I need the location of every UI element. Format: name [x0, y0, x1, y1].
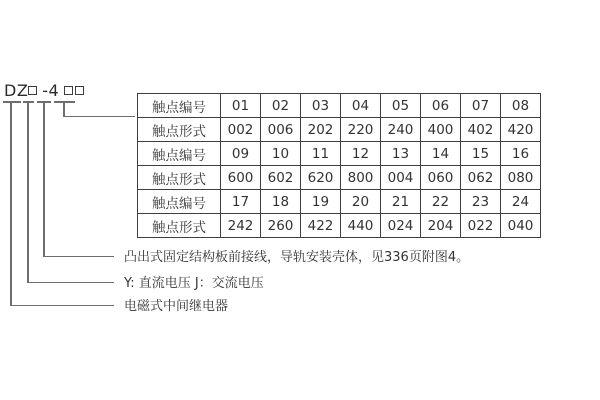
row-label: 触点形式 [138, 166, 221, 190]
placeholder-square-icon [28, 86, 37, 95]
table-cell: 16 [501, 142, 541, 166]
table-row [138, 142, 541, 166]
table-cell: 800 [341, 166, 381, 190]
relay-note: 电磁式中间继电器 [124, 299, 229, 314]
table-cell: 20 [341, 190, 381, 214]
table-cell: 400 [421, 118, 461, 142]
leader-hline-relay [10, 305, 114, 307]
underline-mark-contact-boxes [54, 101, 75, 103]
table-cell: 204 [421, 214, 461, 238]
leader-vline-relay [10, 101, 12, 306]
row-label: 触点编号 [138, 94, 221, 118]
table-cell: 022 [461, 214, 501, 238]
table-cell: 19 [301, 190, 341, 214]
table-cell: 080 [501, 166, 541, 190]
table-cell: 11 [301, 142, 341, 166]
table-cell: 23 [461, 190, 501, 214]
table-cell: 05 [381, 94, 421, 118]
voltage-note: Y: 直流电压 J：交流电压 [124, 276, 264, 291]
table-row [138, 190, 541, 214]
table-cell: 04 [341, 94, 381, 118]
table-cell: 02 [261, 94, 301, 118]
placeholder-square-icon [75, 86, 84, 95]
table-cell: 07 [461, 94, 501, 118]
table-cell: 24 [501, 190, 541, 214]
table-cell: 10 [261, 142, 301, 166]
table-cell: 024 [381, 214, 421, 238]
table-cell: 620 [301, 166, 341, 190]
row-label: 触点形式 [138, 214, 221, 238]
table-cell: 440 [341, 214, 381, 238]
table-cell: 242 [221, 214, 261, 238]
table-cell: 002 [221, 118, 261, 142]
contact-table-body [138, 94, 541, 238]
table-cell: 220 [341, 118, 381, 142]
table-cell: 062 [461, 166, 501, 190]
table-cell: 08 [501, 94, 541, 118]
table-cell: 14 [421, 142, 461, 166]
table-cell: 22 [421, 190, 461, 214]
table-cell: 006 [261, 118, 301, 142]
table-cell: 21 [381, 190, 421, 214]
table-cell: 420 [501, 118, 541, 142]
table-cell: 03 [301, 94, 341, 118]
leader-hline-structure [43, 256, 114, 258]
table-cell: 202 [301, 118, 341, 142]
contact-code-table [137, 93, 541, 238]
table-cell: 09 [221, 142, 261, 166]
table-cell: 040 [501, 214, 541, 238]
row-label: 触点编号 [138, 190, 221, 214]
model-code [4, 82, 84, 98]
table-cell: 17 [221, 190, 261, 214]
leader-hline-voltage [27, 282, 114, 284]
leader-vline-structure [43, 101, 45, 257]
table-cell: 600 [221, 166, 261, 190]
table-cell: 060 [421, 166, 461, 190]
table-cell: 01 [221, 94, 261, 118]
table-cell: 260 [261, 214, 301, 238]
table-cell: 402 [461, 118, 501, 142]
model-prefix: DZ [4, 80, 29, 100]
table-row [138, 214, 541, 238]
model-series: -4 [42, 80, 60, 100]
underline-mark-voltage-box [23, 101, 34, 103]
row-label: 触点形式 [138, 118, 221, 142]
table-cell: 240 [381, 118, 421, 142]
structure-note: 凸出式固定结构板前接线，导轨安装壳体，见336页附图4。 [124, 250, 470, 265]
row-label: 触点编号 [138, 142, 221, 166]
table-cell: 15 [461, 142, 501, 166]
table-cell: 06 [421, 94, 461, 118]
table-cell: 18 [261, 190, 301, 214]
underline-mark-prefix [3, 101, 21, 103]
placeholder-square-icon [64, 86, 73, 95]
table-cell: 13 [381, 142, 421, 166]
table-cell: 004 [381, 166, 421, 190]
table-cell: 602 [261, 166, 301, 190]
leader-vline-voltage [27, 101, 29, 283]
table-cell: 12 [341, 142, 381, 166]
table-row [138, 94, 541, 118]
leader-hline-contacts [63, 116, 135, 118]
table-row [138, 166, 541, 190]
table-row [138, 118, 541, 142]
table-cell: 422 [301, 214, 341, 238]
